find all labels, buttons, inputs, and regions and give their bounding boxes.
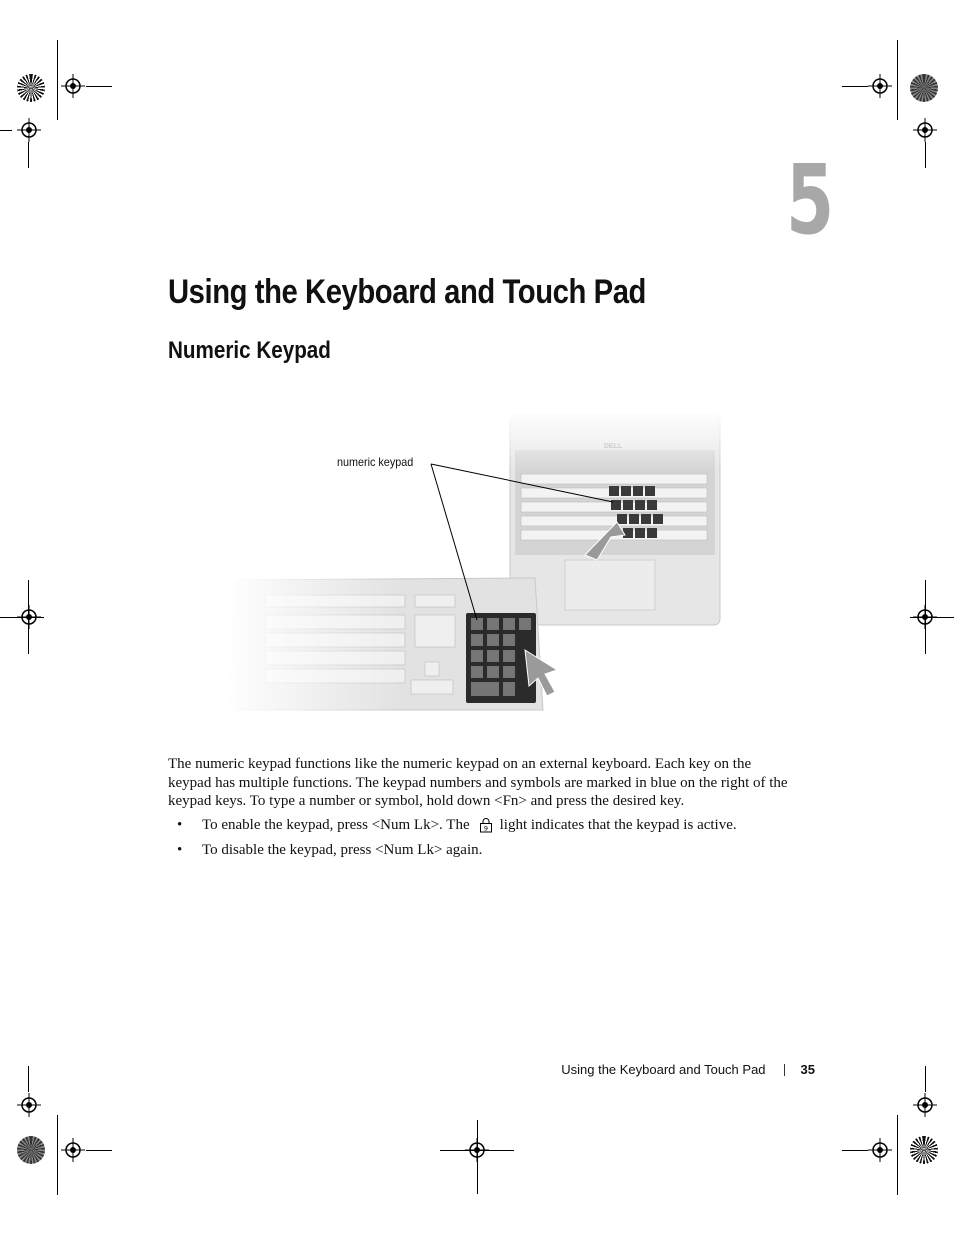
body-paragraph: The numeric keypad functions like the numeric keypad on an external keyboard. Each key on the keypad has multiple functions. The keypad numbers and symbols are marked in blue on the right of the keypad keys. To type a number or symbol, hold down <Fn> and press the desired key.: [168, 756, 788, 809]
chapter-number: 5: [786, 144, 835, 256]
registration-mark-icon: [868, 74, 892, 98]
registration-mark-icon: [868, 1138, 892, 1162]
registration-mark-icon: [17, 118, 41, 142]
registration-mark-icon: [913, 118, 937, 142]
svg-text:9: 9: [483, 824, 488, 833]
page-title: Using the Keyboard and Touch Pad: [168, 273, 646, 311]
bullet-glyph: •: [177, 817, 183, 833]
registration-mark-icon: [913, 1093, 937, 1117]
color-target-icon: [910, 74, 938, 102]
registration-mark-icon: [17, 1093, 41, 1117]
page-number: 35: [800, 1062, 815, 1077]
running-title: Using the Keyboard and Touch Pad: [561, 1062, 766, 1077]
color-target-icon: [17, 74, 45, 102]
list-item-text: light indicates that the keypad is active.: [499, 817, 737, 833]
footer-divider: [784, 1064, 785, 1076]
registration-mark-icon: [61, 1138, 85, 1162]
list-item-text: To disable the keypad, press <Num Lk> again.: [202, 842, 483, 858]
registration-mark-icon: [61, 74, 85, 98]
color-target-icon: [17, 1136, 45, 1164]
list-item-text: To enable the keypad, press <Num Lk>. The: [202, 817, 470, 833]
section-heading: Numeric Keypad: [168, 337, 331, 364]
list-item: [168, 841, 808, 860]
list-item: [168, 816, 808, 835]
num-lock-icon: [478, 817, 494, 833]
keyboard-illustration: [225, 410, 725, 720]
callout-numeric-keypad: numeric keypad: [337, 455, 414, 469]
bullet-glyph: •: [177, 842, 183, 858]
keyboard-figure: [225, 410, 725, 720]
bullet-list: [168, 816, 808, 866]
color-target-icon: [910, 1136, 938, 1164]
page-footer: [520, 1062, 815, 1077]
